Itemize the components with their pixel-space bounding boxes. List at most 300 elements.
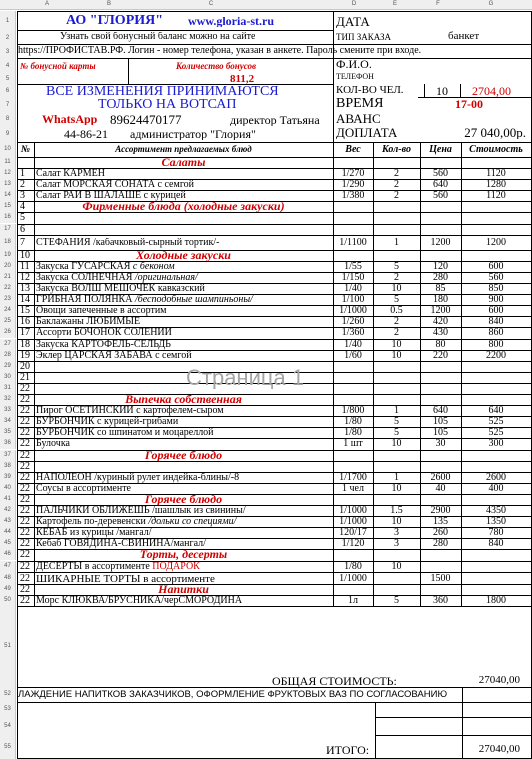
dish-cost: 800 [488, 340, 504, 350]
grid-line [128, 58, 129, 84]
row-index: 22 [20, 473, 30, 483]
dish-name: ДЕСЕРТЫ в ассортименте ПОДАРОК [36, 562, 200, 572]
dish-note: с беконом [130, 262, 175, 272]
dish-price: 2600 [430, 473, 451, 483]
dish-qty[interactable]: 2 [394, 169, 399, 179]
login-info-text: https://ПРОФИСТАВ.РФ. Логин - номер телефона, указан в анкете. Пароль смените при входе. [18, 46, 422, 56]
row-index: 5 [20, 213, 25, 223]
row-index: 22 [20, 417, 30, 427]
dish-qty[interactable]: 10 [391, 517, 402, 527]
grid-line [17, 687, 532, 688]
row-index: 1 [20, 169, 25, 179]
time-label: ВРЕМЯ [336, 97, 384, 111]
dish-note: /оригинальная/ [132, 273, 198, 283]
row-index: 14 [20, 295, 30, 305]
gift-note: ПОДАРОК [149, 562, 200, 572]
surcharge-value: 27 040,00р. [464, 126, 526, 139]
row-number: 21 [0, 272, 16, 283]
dish-weight: 1/40 [344, 284, 362, 294]
bonus-info-text: Узнать свой бонусный баланс можно на сайте [60, 32, 256, 42]
dish-price: 2900 [430, 506, 451, 516]
dish-cost: 2600 [486, 473, 506, 483]
dish-qty[interactable]: 10 [391, 340, 402, 350]
row-number: 14 [0, 190, 16, 201]
row-number: 28 [0, 350, 16, 361]
dish-cost: 300 [488, 439, 504, 449]
row-number: 53 [0, 702, 16, 717]
total-value: 27040,00 [478, 675, 520, 686]
dish-price: 220 [433, 351, 448, 361]
dish-name: Ассорти БОЧОНОК СОЛЕНИЙ [36, 328, 172, 338]
row-number: 31 [0, 383, 16, 394]
dish-price: 640 [433, 180, 448, 190]
row-number: 50 [0, 595, 16, 606]
whatsapp-label: WhatsApp [42, 113, 98, 125]
order-type-value[interactable]: банкет [448, 31, 480, 42]
section-title: Горячее блюдо [144, 493, 223, 505]
row-number: 34 [0, 416, 16, 427]
dish-price: 30 [435, 439, 446, 449]
dish-name: Закуска СОЛНЕЧНАЯ /оригинальная/ [36, 273, 198, 283]
dish-name: Баклажаны ЛЮБИМЫЕ [36, 317, 141, 327]
dish-name: Кебаб ГОВЯДИНА-СВИНИНА/мангал/ [36, 539, 206, 549]
company-name: АО "ГЛОРИЯ" [66, 14, 164, 28]
grid-line [17, 30, 333, 31]
row-index: 11 [20, 262, 30, 272]
row-number: 54 [0, 717, 16, 735]
notice-line-1: ВСЕ ИЗМЕНЕНИЯ ПРИНИМАЮТСЯ [46, 85, 279, 99]
dish-qty[interactable]: 0.5 [390, 306, 403, 316]
row-index: 22 [20, 395, 30, 405]
row-index: 22 [20, 585, 30, 595]
section-title: Холодные закуски [136, 249, 231, 261]
row-number: 25 [0, 316, 16, 327]
page-watermark: Страница 1 [186, 367, 305, 389]
phone-label: ТЕЛЕФОН [336, 73, 374, 81]
dish-note: /бесподобные шампиньоны/ [132, 295, 253, 305]
dish-qty[interactable]: 1.5 [390, 506, 403, 516]
dish-name: КЕБАБ из курицы /мангал/ [36, 528, 152, 538]
dish-qty[interactable]: 3 [394, 528, 399, 538]
dish-cost: 840 [488, 539, 504, 549]
row-number: 1 [0, 11, 16, 31]
dish-cost: 525 [488, 417, 504, 427]
dish-price: 560 [433, 169, 448, 179]
people-value[interactable]: 10 [436, 85, 448, 97]
dish-cost: 1350 [486, 517, 506, 527]
column-letter-g: G [488, 1, 494, 7]
column-letter-f: F [436, 1, 440, 7]
row-index: 12 [20, 273, 30, 283]
dish-weight: 1/360 [341, 328, 365, 338]
dish-price: 1500 [430, 574, 451, 584]
grid-line [375, 735, 532, 736]
row-number: 33 [0, 405, 16, 416]
notice-line-2: ТОЛЬКО НА ВОТСАП [98, 98, 237, 112]
row-index: 6 [20, 225, 25, 235]
column-letter-d: D [351, 1, 357, 7]
table-header-price: Цена [429, 145, 452, 155]
row-number: 30 [0, 372, 16, 383]
row-index: 4 [20, 202, 25, 212]
row-index: 22 [20, 439, 30, 449]
row-index: 18 [20, 340, 30, 350]
row-index: 19 [20, 351, 30, 361]
column-letter-a: A [44, 1, 49, 7]
dish-weight: 1/1000 [339, 306, 367, 316]
dish-weight: 1/80 [344, 428, 362, 438]
bonus-count-label: Количество бонусов [176, 62, 257, 71]
dish-price: 280 [433, 539, 448, 549]
dish-weight: 1/1000 [339, 517, 367, 527]
whatsapp-phone: 89624470177 [110, 113, 182, 126]
grid-line [17, 235, 532, 236]
dish-cost: 400 [488, 484, 504, 494]
section-title: Торты, десерты [139, 548, 228, 560]
dish-name: БУРБОНЧИК со шпинатом и моцареллой [36, 428, 214, 438]
row-number: 40 [0, 483, 16, 494]
row-index: 22 [20, 495, 30, 505]
dish-name: НАПОЛЕОН /куриный рулет индейка-блины/-8 [36, 473, 240, 483]
dish-weight: 1/380 [341, 191, 365, 201]
dish-weight: 1/1000 [339, 574, 367, 584]
fio-label: Ф.И.О. [336, 58, 372, 70]
section-title: Выпечка собственная [125, 393, 242, 405]
admin-text: администратор "Глория" [130, 128, 256, 140]
grid-line [17, 142, 18, 759]
row-number: 18 [0, 235, 16, 250]
dish-price: 420 [433, 317, 448, 327]
grid-line [375, 717, 532, 718]
section-title: Фирменные блюда (холодные закуски) [82, 200, 285, 212]
row-index: 15 [20, 306, 30, 316]
grid-line [17, 44, 532, 45]
row-index: 22 [20, 484, 30, 494]
row-index: 22 [20, 596, 30, 606]
row-number: 37 [0, 450, 16, 461]
row-number: 49 [0, 584, 16, 595]
website-link[interactable]: www.gloria-st.ru [188, 15, 274, 27]
row-number: 24 [0, 305, 16, 316]
dish-weight: 1/80 [344, 562, 362, 572]
bonus-card-label: № бонусной карты [20, 62, 96, 71]
table-header-num: № [20, 145, 31, 155]
row-number: 41 [0, 494, 16, 505]
dish-name: ШИКАРНЫЕ ТОРТЫ в ассортименте [36, 574, 215, 585]
dish-name: Салат МОРСКАЯ СОНАТА с семгой [36, 180, 195, 190]
dish-name: Морс КЛЮКВА/БРУСНИКА/черСМОРОДИНА [36, 596, 243, 606]
dish-price: 135 [433, 517, 448, 527]
cooling-note: ЛАЖДЕНИЕ НАПИТКОВ ЗАКАЗЧИКОВ, ОФОРМЛЕНИЕ ФРУКТОВЫХ ВАЗ ПО СОГЛАСОВАНИЮ [18, 690, 448, 700]
row-number: 4 [0, 59, 16, 73]
grid-line [17, 224, 532, 225]
dish-weight: 1л [348, 596, 358, 606]
row-number: 22 [0, 283, 16, 294]
dish-weight: 1 чел [342, 484, 364, 494]
dish-qty[interactable]: 5 [394, 262, 399, 272]
dish-weight: 1/290 [341, 180, 365, 190]
row-number: 16 [0, 212, 16, 223]
row-number: 45 [0, 538, 16, 549]
grid-line [333, 11, 334, 142]
dish-price: 120 [433, 262, 448, 272]
dish-weight: 1 шт [343, 439, 363, 449]
dish-qty[interactable]: 1 [394, 473, 399, 483]
dish-weight: 1/150 [341, 273, 365, 283]
dish-cost: 900 [488, 295, 504, 305]
bonus-count-value: 811,2 [230, 74, 255, 85]
row-index: 22 [20, 517, 30, 527]
row-number: 35 [0, 427, 16, 438]
dish-qty[interactable]: 5 [394, 295, 399, 305]
dish-qty[interactable]: 10 [391, 284, 402, 294]
row-index: 21 [20, 373, 30, 383]
row-number: 47 [0, 561, 16, 572]
row-index: 22 [20, 539, 30, 549]
dish-price: 180 [433, 295, 448, 305]
dish-price: 640 [433, 406, 448, 416]
table-header-qty: Кол-во [382, 145, 411, 155]
row-index: 2 [20, 180, 25, 190]
dish-weight: 120/17 [339, 528, 367, 538]
row-number: 55 [0, 735, 16, 759]
row-number: 2 [0, 31, 16, 45]
grid-line [373, 142, 374, 606]
dish-price: 1200 [430, 238, 451, 248]
grid-line [17, 361, 532, 362]
dish-price: 40 [435, 484, 446, 494]
dish-weight: 1/800 [341, 406, 365, 416]
row-number: 12 [0, 168, 16, 179]
grid-line [17, 212, 532, 213]
dish-cost: 640 [488, 406, 504, 416]
dish-cost: 600 [488, 262, 504, 272]
row-number: 36 [0, 438, 16, 449]
row-number: 29 [0, 361, 16, 372]
dish-name: Салат КАРМЕН [36, 169, 105, 179]
dish-weight: 1/260 [341, 317, 365, 327]
row-number: 44 [0, 527, 16, 538]
dish-weight: 1/55 [344, 262, 362, 272]
grid-line [17, 11, 532, 12]
grid-line [375, 702, 376, 759]
dish-cost: 860 [488, 328, 504, 338]
row-index: 22 [20, 428, 30, 438]
itogo-label: ИТОГО: [326, 744, 370, 756]
grid-line [17, 572, 532, 573]
grid-line [333, 142, 334, 606]
dish-name: СТЕФАНИЯ /кабачковый-сырный тортик/- [36, 238, 220, 248]
row-index: 16 [20, 317, 30, 327]
row-number: 6 [0, 85, 16, 98]
dish-weight: 1/1700 [339, 473, 367, 483]
dish-qty[interactable]: 1 [394, 238, 399, 248]
dish-qty[interactable]: 5 [394, 417, 399, 427]
dish-name: Закуска КАРТОФЕЛЬ-СЕЛЬДЬ [36, 340, 171, 350]
row-index: 22 [20, 574, 30, 584]
dish-qty[interactable]: 1 [394, 406, 399, 416]
dish-name: Булочка [36, 439, 70, 449]
table-header-weight: Вес [345, 145, 361, 155]
dish-note: /дольки со специями/ [145, 517, 237, 527]
dish-price: 85 [435, 284, 446, 294]
dish-cost: 1120 [486, 191, 506, 201]
dish-cost: 1280 [486, 180, 506, 190]
time-value[interactable]: 17-00 [455, 98, 483, 110]
dish-weight: 1/120 [341, 539, 365, 549]
section-title: Горячее блюдо [144, 449, 223, 461]
row-number: 7 [0, 98, 16, 112]
dish-weight: 1/80 [344, 417, 362, 427]
dish-name: Картофель по-деревенски /дольки со специями/ [36, 517, 237, 527]
row-number: 52 [0, 687, 16, 702]
grid-line [17, 58, 333, 59]
director-text: директор Татьяна [230, 114, 320, 126]
row-number: 13 [0, 179, 16, 190]
row-index: 17 [20, 328, 30, 338]
grid-line [460, 84, 461, 98]
order-type-label: ТИП ЗАКАЗА [336, 33, 392, 42]
dish-qty[interactable]: 3 [394, 539, 399, 549]
row-number: 39 [0, 472, 16, 483]
row-number: 5 [0, 73, 16, 85]
dish-name: ПАЛЬЧИКИ ОБЛИЖЕШЬ /шашлык из свинины/ [36, 506, 246, 516]
row-number: 8 [0, 112, 16, 126]
advance-label: АВАНС [336, 112, 381, 125]
dish-qty[interactable]: 2 [394, 180, 399, 190]
section-title: Напитки [158, 583, 209, 595]
dish-price: 260 [433, 528, 448, 538]
row-number: 43 [0, 516, 16, 527]
row-number: 27 [0, 339, 16, 350]
dish-cost: 1200 [486, 238, 506, 248]
row-index: 22 [20, 550, 30, 560]
dish-price: 430 [433, 328, 448, 338]
office-phone: 44-86-21 [64, 128, 108, 140]
row-index: 22 [20, 506, 30, 516]
table-header-name: Ассортимент предлагаемых блюд [115, 145, 252, 154]
dish-name: ГРИБНАЯ ПОЛЯНКА /бесподобные шампиньоны/ [36, 295, 253, 305]
dish-price: 280 [433, 273, 448, 283]
dish-cost: 1800 [486, 596, 506, 606]
dish-price: 105 [433, 428, 448, 438]
row-index: 22 [20, 562, 30, 572]
grid-line [17, 606, 532, 607]
dish-qty[interactable]: 10 [391, 351, 402, 361]
dish-name: Салат РАЙ В ШАЛАШЕ с курицей [36, 191, 186, 201]
dish-cost: 2200 [486, 351, 506, 361]
dish-weight: 1/1100 [339, 238, 367, 248]
row-number: 46 [0, 549, 16, 560]
row-number: 20 [0, 261, 16, 272]
dish-price: 105 [433, 417, 448, 427]
itogo-value: 27040,00 [478, 744, 520, 755]
row-index: 22 [20, 528, 30, 538]
grid-line [461, 142, 462, 606]
dish-qty[interactable]: 2 [394, 317, 399, 327]
dish-cost: 850 [488, 284, 504, 294]
row-number: 32 [0, 394, 16, 405]
dish-qty[interactable]: 2 [394, 328, 399, 338]
dish-price: 80 [435, 340, 446, 350]
row-number: 10 [0, 142, 16, 157]
dish-qty[interactable]: 10 [391, 484, 402, 494]
dish-qty[interactable]: 2 [394, 191, 399, 201]
dish-name: Закуска ВОЛШ МЕШОЧЕК кавказский [36, 284, 205, 294]
row-number: 15 [0, 201, 16, 212]
dish-price: 360 [433, 596, 448, 606]
row-index: 22 [20, 462, 30, 472]
row-index: 22 [20, 406, 30, 416]
dish-cost: 4350 [486, 506, 506, 516]
surcharge-label: ДОПЛАТА [336, 126, 398, 139]
row-number: 42 [0, 505, 16, 516]
dish-name: Закуска ГУСАРСКАЯ с беконом [36, 262, 175, 272]
people-amount: 2704,00 [472, 85, 511, 97]
dish-name: Соусы в ассортименте [36, 484, 131, 494]
dish-qty[interactable]: 10 [391, 562, 402, 572]
row-number: 26 [0, 327, 16, 338]
people-label: КОЛ-ВО ЧЕЛ. [336, 85, 404, 96]
column-header-bar [0, 0, 532, 10]
dish-qty[interactable]: 5 [394, 428, 399, 438]
column-letter-e: E [392, 1, 397, 7]
dish-price: 1200 [430, 306, 451, 316]
dish-name: Овощи запеченные в ассортим [36, 306, 167, 316]
dish-name: Эклер ЦАРСКАЯ ЗАБАВА с семгой [36, 351, 192, 361]
dish-cost: 600 [488, 306, 504, 316]
column-letter-b: B [106, 1, 111, 7]
row-number: 17 [0, 224, 16, 235]
dish-cost: 780 [488, 528, 504, 538]
row-number: 23 [0, 294, 16, 305]
row-number: 11 [0, 157, 16, 168]
row-number: 38 [0, 461, 16, 472]
total-label: ОБЩАЯ СТОИМОСТЬ: [272, 675, 397, 687]
dish-name: Пирог ОСЕТИНСКИЙ с картофелем-сыром [36, 406, 224, 416]
row-index: 22 [20, 384, 30, 394]
dish-cost: 560 [488, 273, 504, 283]
dish-name: БУРБОНЧИК с курицей-грибами [36, 417, 179, 427]
grid-line [17, 461, 532, 462]
table-header-cost: Стоимость [469, 145, 523, 155]
row-index: 7 [20, 238, 25, 248]
dish-qty[interactable]: 5 [394, 596, 399, 606]
dish-cost: 525 [488, 428, 504, 438]
section-title: Салаты [161, 156, 206, 168]
row-index: 10 [20, 251, 30, 261]
grid-line [17, 142, 532, 143]
date-label: ДАТА [336, 15, 370, 28]
grid-line [34, 142, 35, 606]
dish-weight: 1/40 [344, 340, 362, 350]
row-number: 9 [0, 126, 16, 142]
row-index: 20 [20, 362, 30, 372]
dish-weight: 1/100 [341, 295, 365, 305]
row-number: 51 [0, 606, 16, 687]
row-number: 48 [0, 572, 16, 585]
dish-cost: 840 [488, 317, 504, 327]
row-number: 19 [0, 250, 16, 261]
dish-cost: 1120 [486, 169, 506, 179]
dish-weight: 1/60 [344, 351, 362, 361]
dish-qty[interactable]: 10 [391, 439, 402, 449]
dish-qty[interactable]: 2 [394, 273, 399, 283]
dish-weight: 1/1000 [339, 506, 367, 516]
dish-price: 560 [433, 191, 448, 201]
row-index: 22 [20, 451, 30, 461]
row-index: 3 [20, 191, 25, 201]
